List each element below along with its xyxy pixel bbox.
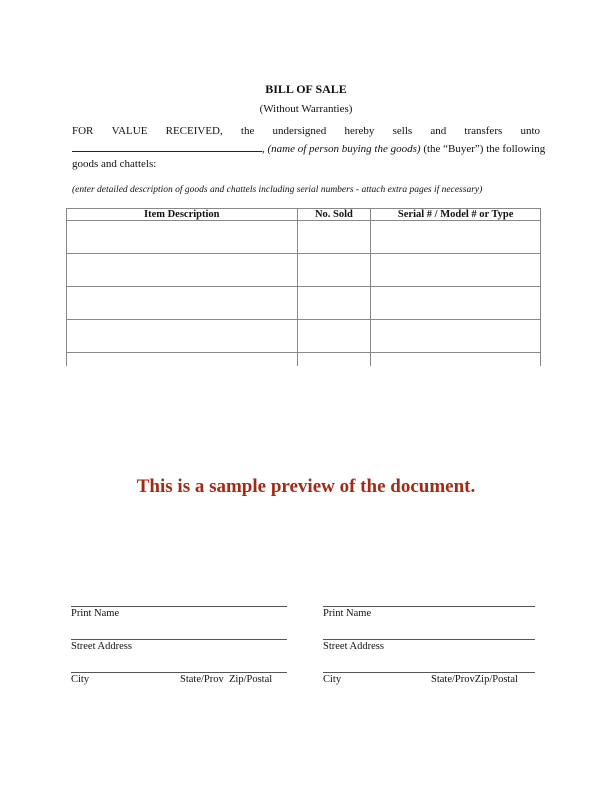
intro-line [72, 125, 540, 137]
table-row [67, 287, 541, 320]
intro-word: FOR [72, 125, 94, 137]
buyer-hint: (name of person buying the goods) [267, 143, 421, 155]
instruction-text: (enter detailed description of goods and chattels including serial numbers - attach extra pages if necessary) [72, 185, 483, 195]
serial-model-cell[interactable] [371, 254, 541, 287]
no-sold-cell[interactable] [297, 320, 371, 353]
no-sold-cell[interactable] [297, 287, 371, 320]
right-print-name-line[interactable] [323, 606, 535, 607]
serial-model-cell[interactable] [371, 221, 541, 254]
intro-word: unto [520, 125, 540, 137]
left-city-label: City [71, 674, 90, 685]
item-description-cell[interactable] [67, 320, 298, 353]
table-row [67, 353, 541, 367]
item-description-cell[interactable] [67, 353, 298, 367]
intro-word: and [430, 125, 447, 137]
table-row [67, 320, 541, 353]
left-city-line[interactable] [71, 672, 287, 673]
preview-watermark: This is a sample preview of the document. [136, 476, 476, 497]
intro-word: sells [392, 125, 413, 137]
buyer-suffix: (the “Buyer”) the following [423, 143, 546, 155]
header-item-description: Item Description [67, 209, 298, 221]
right-street-address-line[interactable] [323, 639, 535, 640]
table-row [67, 254, 541, 287]
item-description-cell[interactable] [67, 254, 298, 287]
intro-word: the [240, 125, 255, 137]
buyer-line: , (name of person buying the goods) (the “Buyer”) the following [72, 141, 540, 155]
no-sold-cell[interactable] [297, 353, 371, 367]
intro-word: hereby [344, 125, 375, 137]
item-description-cell[interactable] [67, 287, 298, 320]
right-state-zip-label: State/ProvZip/Postal [431, 674, 518, 685]
right-street-address-label: Street Address [323, 641, 384, 652]
intro-word: RECEIVED, [165, 125, 223, 137]
serial-model-cell[interactable] [371, 353, 541, 367]
header-no-sold: No. Sold [297, 209, 371, 221]
no-sold-cell[interactable] [297, 221, 371, 254]
buyer-name-blank[interactable] [72, 141, 262, 152]
left-print-name-line[interactable] [71, 606, 287, 607]
table-header-row [67, 209, 541, 221]
document-title: BILL OF SALE [265, 82, 347, 96]
no-sold-cell[interactable] [297, 254, 371, 287]
right-print-name-label: Print Name [323, 608, 372, 619]
items-table [66, 208, 541, 366]
left-print-name-label: Print Name [71, 608, 120, 619]
serial-model-cell[interactable] [371, 287, 541, 320]
left-street-address-line[interactable] [71, 639, 287, 640]
document-subtitle: (Without Warranties) [259, 103, 353, 115]
intro-word: VALUE [111, 125, 148, 137]
right-city-label: City [323, 674, 342, 685]
header-serial-model: Serial # / Model # or Type [371, 209, 541, 221]
intro-word: transfers [464, 125, 503, 137]
left-state-zip-label: State/Prov Zip/Postal [180, 674, 273, 685]
serial-model-cell[interactable] [371, 320, 541, 353]
item-description-cell[interactable] [67, 221, 298, 254]
left-street-address-label: Street Address [71, 641, 132, 652]
table-row [67, 221, 541, 254]
right-city-line[interactable] [323, 672, 535, 673]
intro-word: undersigned [272, 125, 327, 137]
goods-line: goods and chattels: [72, 158, 157, 170]
